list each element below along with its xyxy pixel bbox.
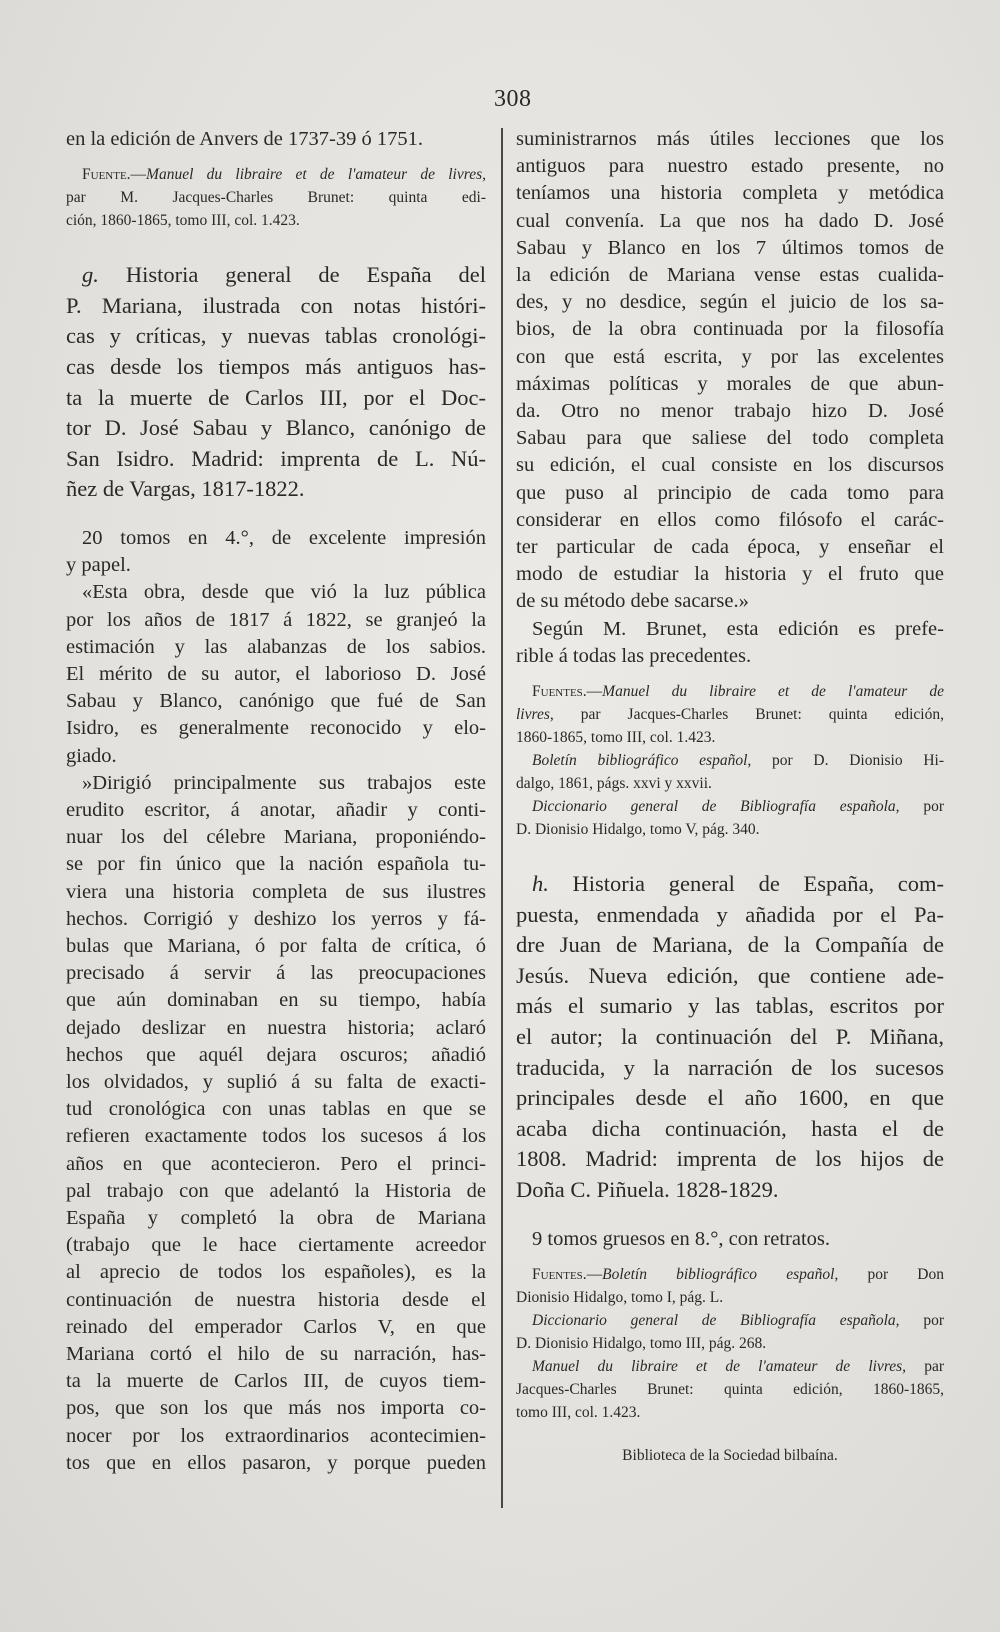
format-line-2: y papel. [66, 554, 131, 577]
quote-line: giado. [66, 744, 117, 767]
quote-line: por los años de 1817 á 1822, se granjeó la [66, 608, 486, 631]
entry-g-line-2: cas y críticas, y nuevas tablas cronológi- [66, 323, 486, 349]
entry-g-line-4: ta la muerte de Carlos III, por el Doc- [66, 384, 486, 410]
entry-h-line-0: h. Historia general de España, com- [532, 871, 944, 897]
sources2-line-3: Diccionario general de Bibliografía española, por [532, 1311, 944, 1329]
sources-line-7: D. Dionisio Hidalgo, tomo V, pág. 340. [516, 821, 760, 839]
quote-line: »Dirigió principalmente sus trabajos este [82, 771, 486, 794]
quote-line: (trabajo que le hace ciertamente acreedor [66, 1234, 486, 1257]
quote-line: des, y no desdice, según el juicio de los sa- [516, 291, 944, 314]
quote-line: tud cronológica con unas tablas en que se [66, 1098, 486, 1121]
entry-h-line: acaba dicha continuación, hasta el de [516, 1115, 944, 1141]
source-line-3: ción, 1860-1865, tomo III, col. 1.423. [66, 212, 300, 230]
sources2-line-5: Manuel du libraire et de l'amateur de livres, par [532, 1357, 944, 1375]
quote-line: estimación y las alabanzas de los sabios. [66, 635, 486, 658]
quote-line: que puso al principio de cada tomo para [516, 481, 944, 504]
quote-line: refieren exactamente todos los sucesos á los [66, 1125, 486, 1148]
quote-line: hechos que aquél dejara oscuros; añadió [66, 1043, 486, 1066]
source-label: Fuente. [82, 166, 131, 184]
entry-h-letter: h. [532, 871, 549, 897]
quote-line: precisado á servir á las preocupaciones [66, 962, 486, 985]
quote-line: ta la muerte de Carlos III, de cuyos tiem- [66, 1370, 486, 1393]
sources-label: Fuentes. [532, 683, 587, 701]
column-divider [501, 128, 503, 1508]
quote-line: se por fin único que la nación española tu- [66, 853, 486, 876]
quote-line: El mérito de su autor, el laborioso D. José [66, 662, 486, 685]
quote-line: antiguos para nuestro estado presente, no [516, 155, 944, 178]
quote-line: teníamos una historia completa y metódica [516, 182, 944, 205]
page-number: 308 [494, 86, 532, 112]
entry-h-line: Jesús. Nueva edición, que contiene ade- [516, 962, 944, 988]
edition-line-block [66, 126, 486, 153]
entry-h-line: traducida, y la narración de los sucesos [516, 1054, 944, 1080]
sources-block-right-2 [516, 1263, 944, 1424]
entry-g [66, 260, 486, 505]
quote-line: Mariana cortó el hilo de su narración, has- [66, 1343, 486, 1366]
entry-h [516, 869, 944, 1206]
quote-line: erudito escritor, á anotar, añadir y conti- [66, 798, 486, 821]
source-block-left [66, 163, 486, 232]
edition-line: en la edición de Anvers de 1737-39 ó 1751. [66, 128, 423, 150]
entry-h-line: el autor; la continuación del P. Miñana, [516, 1024, 944, 1050]
quote-line: de su método debe sacarse.» [516, 590, 749, 613]
quote-line: da. Otro no menor trabajo hizo D. José [516, 400, 944, 423]
quote-line: España y completó la obra de Mariana [66, 1207, 486, 1230]
quote-line: ter particular de cada época, y enseñar el [516, 536, 944, 559]
quote-line: los olvidados, y suplió á su falta de exacti- [66, 1071, 486, 1094]
entry-g-line-3: cas desde los tiempos más antiguos has- [66, 353, 486, 379]
quote-line: que aún dominaban en su tiempo, había [66, 989, 486, 1012]
entry-h-line: más el sumario y las tablas, escritos por [516, 993, 944, 1019]
quote-line: suministrarnos más útiles lecciones que los [516, 128, 944, 150]
format-line-right: 9 tomos gruesos en 8.°, con retratos. [532, 1227, 830, 1250]
quote-line: considerar en ellos como filósofo el carác- [516, 508, 944, 531]
quote-line: Sabau para que saliese del todo completa [516, 427, 944, 450]
quote-line: pos, que son los que más nos importa co- [66, 1397, 486, 1420]
format-block-left [66, 525, 486, 579]
library-line: Biblioteca de la Sociedad bilbaína. [622, 1446, 838, 1464]
source-dash: — [130, 166, 147, 184]
source-line-2: par M. Jacques-Charles Brunet: quinta edi- [66, 189, 486, 207]
right-column [516, 126, 944, 1467]
quote-line: tos que en ellos pasaron, y porque pueden [66, 1451, 486, 1474]
quote-line: Isidro, es generalmente reconocido y elo- [66, 717, 486, 740]
quote-line: nocer por los extraordinarios acontecimien- [66, 1424, 486, 1447]
entry-h-line: Doña C. Piñuela. 1828-1829. [516, 1177, 779, 1202]
quote-line: años en que acontecieron. Pero el princi- [66, 1152, 486, 1175]
sources2-line-6: Jacques-Charles Brunet: quinta edición, 1860-1865, [516, 1380, 944, 1398]
entry-g-line-7: ñez de Vargas, 1817-1822. [66, 476, 305, 502]
sources2-line-1: Fuentes.—Boletín bibliográfico español, por Don [532, 1265, 945, 1283]
quote-line: su edición, el cual consiste en los discursos [516, 454, 944, 477]
sources-line-1: Fuentes.—Manuel du libraire et de l'amateur de [532, 683, 944, 701]
quote-line: pal trabajo con que adelantó la Historia de [66, 1179, 486, 1202]
quote-block-right [516, 126, 944, 670]
sources-block-right-1 [516, 680, 944, 841]
source-line-1 [66, 163, 486, 186]
entry-h-line: 1808. Madrid: imprenta de los hijos de [516, 1146, 944, 1172]
entry-g-letter: g. [82, 262, 99, 288]
quote-line: modo de estudiar la historia y el fruto que [516, 563, 944, 586]
sources-line-6: Diccionario general de Bibliografía española, por [532, 798, 944, 816]
sources2-line-2: Dionisio Hidalgo, tomo I, pág. L. [516, 1288, 724, 1306]
library-block [516, 1444, 944, 1467]
quote-block-left [66, 579, 486, 1477]
quote-line: la edición de Mariana vense estas cualida- [516, 264, 944, 287]
entry-g-line-5: tor D. José Sabau y Blanco, canónigo de [66, 415, 486, 441]
entry-h-line: dre Juan de Mariana, de la Compañía de [516, 932, 944, 958]
entry-g-line-0: g. Historia general de España del [82, 262, 487, 288]
brunet-note-line: rible á todas las precedentes. [516, 644, 752, 667]
quote-line: dejado deslizar en nuestra historia; aclaró [66, 1016, 486, 1039]
quote-line: continuación de nuestra historia desde el [66, 1288, 486, 1311]
left-column [66, 126, 486, 1477]
source-title: Manuel du libraire et de l'amateur de livres, [146, 166, 486, 184]
quote-line: al aprecio de todos los españoles), es la [66, 1261, 486, 1284]
quote-line: nuar los del célebre Mariana, proponiéndo- [66, 826, 486, 849]
format-line: 20 tomos en 4.°, de excelente impresión [82, 526, 486, 549]
quote-line: bulas que Mariana, ó por falta de crítica, ó [66, 935, 486, 957]
quote-line: bios, de la obra continuada por la filosofía [516, 318, 944, 341]
format-block-right [516, 1226, 944, 1253]
entry-g-line-1: P. Mariana, ilustrada con notas históri- [66, 292, 486, 318]
sources-line-3: 1860-1865, tomo III, col. 1.423. [516, 729, 716, 747]
brunet-note-line: Según M. Brunet, esta edición es prefe- [532, 617, 944, 640]
quote-line: cual convenía. La que nos ha dado D. José [516, 209, 944, 232]
entry-h-line: principales desde el año 1600, en que [516, 1085, 944, 1111]
sources2-line-4: D. Dionisio Hidalgo, tomo III, pág. 268. [516, 1334, 767, 1352]
quote-line: máximas políticas y morales de que abun- [516, 372, 944, 395]
entry-h-line: puesta, enmendada y añadida por el Pa- [516, 901, 944, 927]
quote-line: reinado del emperador Carlos V, en que [66, 1315, 486, 1338]
quote-line: viera una historia completa de sus ilustres [66, 880, 486, 903]
sources2-line-7: tomo III, col. 1.423. [516, 1403, 641, 1421]
quote-line: «Esta obra, desde que vió la luz pública [82, 581, 486, 604]
sources-line-2: livres, par Jacques-Charles Brunet: quinta edición, [516, 706, 944, 724]
sources-line-4: Boletín bibliográfico español, por D. Dionisio Hi- [532, 752, 944, 770]
quote-line: hechos. Corrigió y deshizo los yerros y fá- [66, 907, 486, 930]
quote-line: Sabau y Blanco en los 7 últimos tomos de [516, 236, 944, 259]
quote-line: Sabau y Blanco, canónigo que fué de San [66, 690, 486, 713]
sources-line-5: dalgo, 1861, págs. xxvi y xxvii. [516, 775, 712, 793]
quote-line: con que está escrita, y por las excelentes [516, 345, 944, 368]
entry-g-line-6: San Isidro. Madrid: imprenta de L. Nú- [66, 445, 486, 471]
